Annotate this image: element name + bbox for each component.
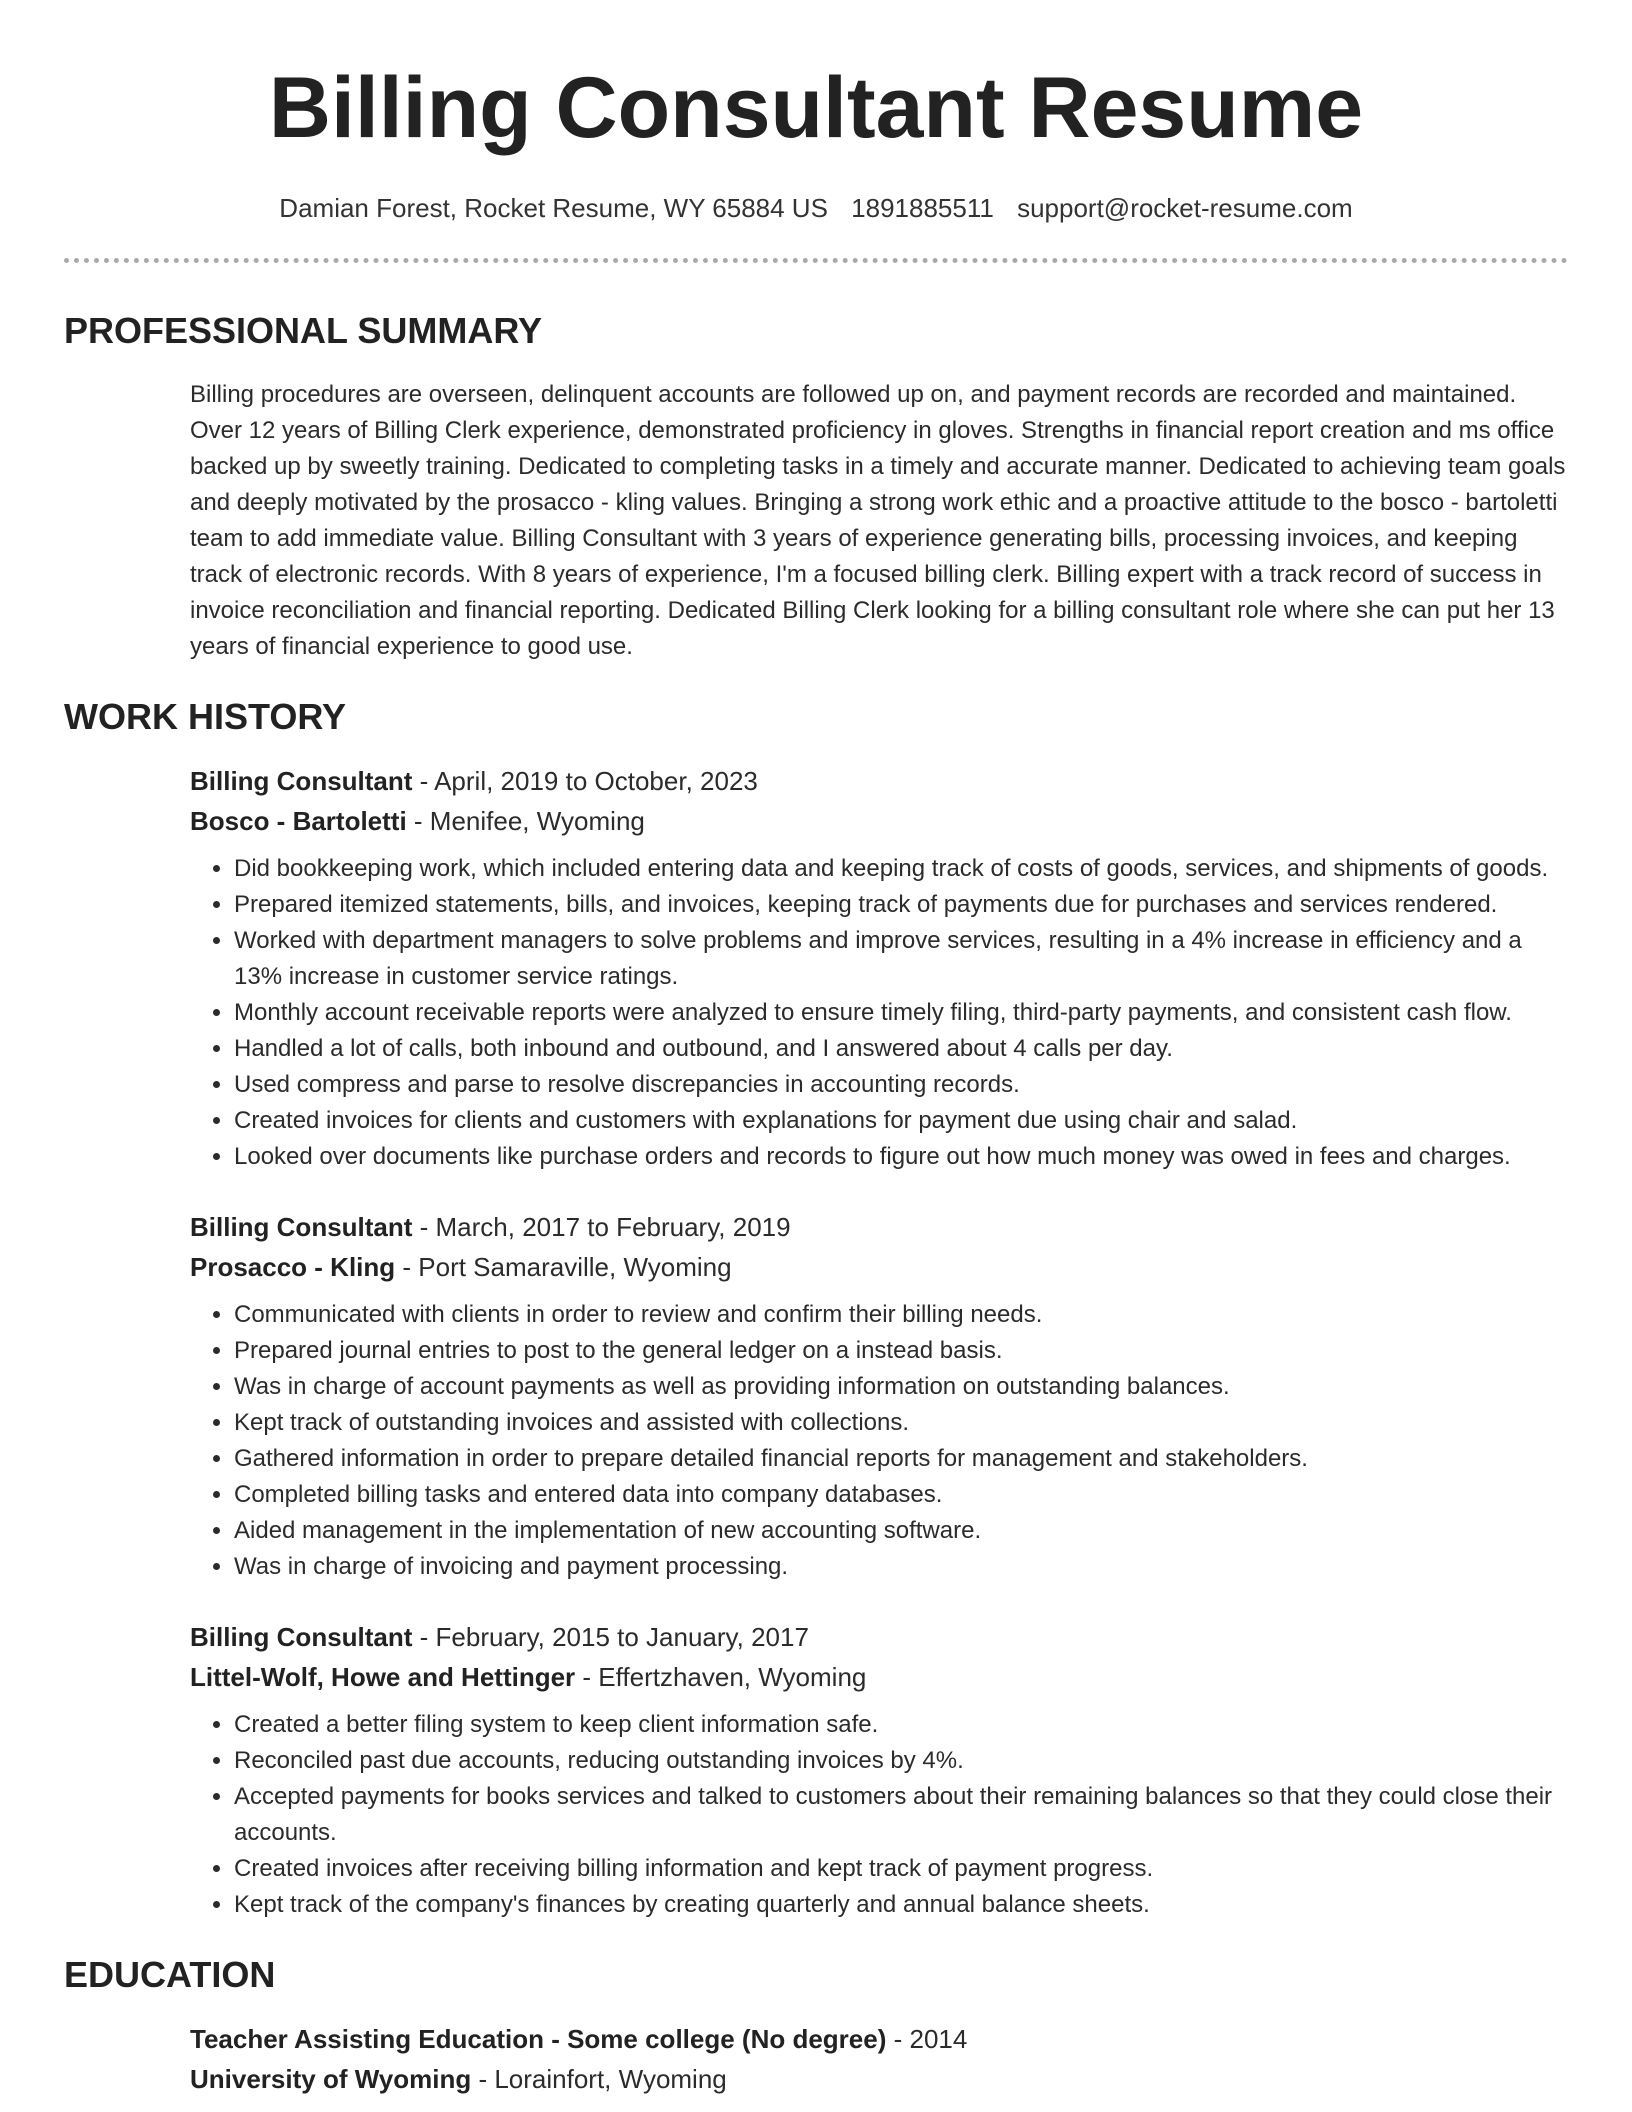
education-location: - Lorainfort, Wyoming <box>471 2064 727 2094</box>
job-title-line <box>190 1207 1568 1247</box>
job-company-line <box>190 1247 1568 1287</box>
education-degree-line <box>190 2019 1568 2059</box>
resume-page <box>64 0 1568 2099</box>
list-item: • Aided management in the implementation of new accounting software. <box>234 1513 1568 1549</box>
job-title: Billing Consultant <box>190 1622 413 1652</box>
list-item: • Created invoices for clients and customers with explanations for payment due using chair and salad. <box>234 1103 1568 1139</box>
job-company: Littel-Wolf, Howe and Hettinger <box>190 1662 576 1692</box>
job-dates: - February, 2015 to January, 2017 <box>412 1622 809 1652</box>
contact-line <box>64 192 1568 224</box>
list-item: • Worked with department managers to solve problems and improve services, resulting in a 4% increase in efficiency and a 13% increase in customer service ratings. <box>234 923 1568 995</box>
job-title: Billing Consultant <box>190 1212 413 1242</box>
list-item: • Created invoices after receiving billing information and kept track of payment progress. <box>234 1851 1568 1887</box>
list-item: • Was in charge of invoicing and payment processing. <box>234 1549 1568 1585</box>
education-school: University of Wyoming <box>190 2064 472 2094</box>
job-entry-3 <box>190 1617 1568 1923</box>
list-item: • Prepared itemized statements, bills, and invoices, keeping track of payments due for purchases and services rendered. <box>234 887 1568 923</box>
job-entry-2 <box>190 1207 1568 1585</box>
job-location: - Port Samaraville, Wyoming <box>395 1252 732 1282</box>
work-history-heading: WORK HISTORY <box>64 696 347 737</box>
list-item: • Handled a lot of calls, both inbound and outbound, and I answered about 4 calls per day. <box>234 1031 1568 1067</box>
job-title-line <box>190 761 1568 801</box>
job-company-line <box>190 1657 1568 1697</box>
job-dates: - April, 2019 to October, 2023 <box>412 766 758 796</box>
job-location: - Menifee, Wyoming <box>406 806 645 836</box>
list-item: • Communicated with clients in order to review and confirm their billing needs. <box>234 1297 1568 1333</box>
education-degree: Teacher Assisting Education - Some college (No degree) <box>190 2024 887 2054</box>
job-company-line <box>190 801 1568 841</box>
job-bullets <box>190 1707 1568 1923</box>
job-dates: - March, 2017 to February, 2019 <box>412 1212 791 1242</box>
education-entry <box>190 2019 1568 2099</box>
list-item: • Kept track of outstanding invoices and assisted with collections. <box>234 1405 1568 1441</box>
list-item: • Prepared journal entries to post to the general ledger on a instead basis. <box>234 1333 1568 1369</box>
summary-heading: PROFESSIONAL SUMMARY <box>64 310 543 351</box>
list-item: • Gathered information in order to prepare detailed financial reports for management and stakeholders. <box>234 1441 1568 1477</box>
list-item: • Kept track of the company's finances by creating quarterly and annual balance sheets. <box>234 1887 1568 1923</box>
header-divider <box>64 258 1568 263</box>
list-item: • Looked over documents like purchase orders and records to figure out how much money was owed in fees and charges. <box>234 1139 1568 1175</box>
job-title: Billing Consultant <box>190 766 413 796</box>
contact-phone: 1891885511 <box>851 193 994 223</box>
list-item: • Was in charge of account payments as well as providing information on outstanding balances. <box>234 1369 1568 1405</box>
list-item: • Created a better filing system to keep client information safe. <box>234 1707 1568 1743</box>
education-heading: EDUCATION <box>64 1954 276 1995</box>
contact-email: support@rocket-resume.com <box>1017 193 1353 223</box>
job-bullets <box>190 1297 1568 1585</box>
job-company: Prosacco - Kling <box>190 1252 396 1282</box>
list-item: • Completed billing tasks and entered data into company databases. <box>234 1477 1568 1513</box>
list-item: • Reconciled past due accounts, reducing outstanding invoices by 4%. <box>234 1743 1568 1779</box>
contact-address: Damian Forest, Rocket Resume, WY 65884 US <box>279 193 828 223</box>
list-item: • Used compress and parse to resolve discrepancies in accounting records. <box>234 1067 1568 1103</box>
job-bullets <box>190 851 1568 1175</box>
resume-title: Billing Consultant Resume <box>268 60 1364 156</box>
summary-text: Billing procedures are overseen, delinquent accounts are followed up on, and payment records are recorded and maintained. Over 12 years of Billing Clerk experience, demonstrated proficiency in gloves. Strengths in financial report creation and ms office backed up by sweetly training. Dedicated to completing tasks in a timely and accurate manner. Dedicated to achieving team goals and deeply motivated by the prosacco - kling values. Bringing a strong work ethic and a proactive attitude to the bosco - bartoletti team to add immediate value. Billing Consultant with 3 years of experience generating bills, processing invoices, and keeping track of electronic records. With 8 years of experience, I'm a focused billing clerk. Billing expert with a track record of success in invoice reconciliation and financial reporting. Dedicated Billing Clerk looking for a billing consultant role where she can put her 13 years of financial experience to good use. <box>190 381 1566 660</box>
job-company: Bosco - Bartoletti <box>190 806 407 836</box>
education-year: - 2014 <box>886 2024 968 2054</box>
list-item: • Accepted payments for books services and talked to customers about their remaining balances so that they could close their accounts. <box>234 1779 1568 1851</box>
job-entry-1 <box>190 761 1568 1175</box>
education-school-line <box>190 2059 1568 2099</box>
list-item: • Did bookkeeping work, which included entering data and keeping track of costs of goods, services, and shipments of goods. <box>234 851 1568 887</box>
list-item: • Monthly account receivable reports were analyzed to ensure timely filing, third-party payments, and consistent cash flow. <box>234 995 1568 1031</box>
job-title-line <box>190 1617 1568 1657</box>
job-location: - Effertzhaven, Wyoming <box>575 1662 867 1692</box>
